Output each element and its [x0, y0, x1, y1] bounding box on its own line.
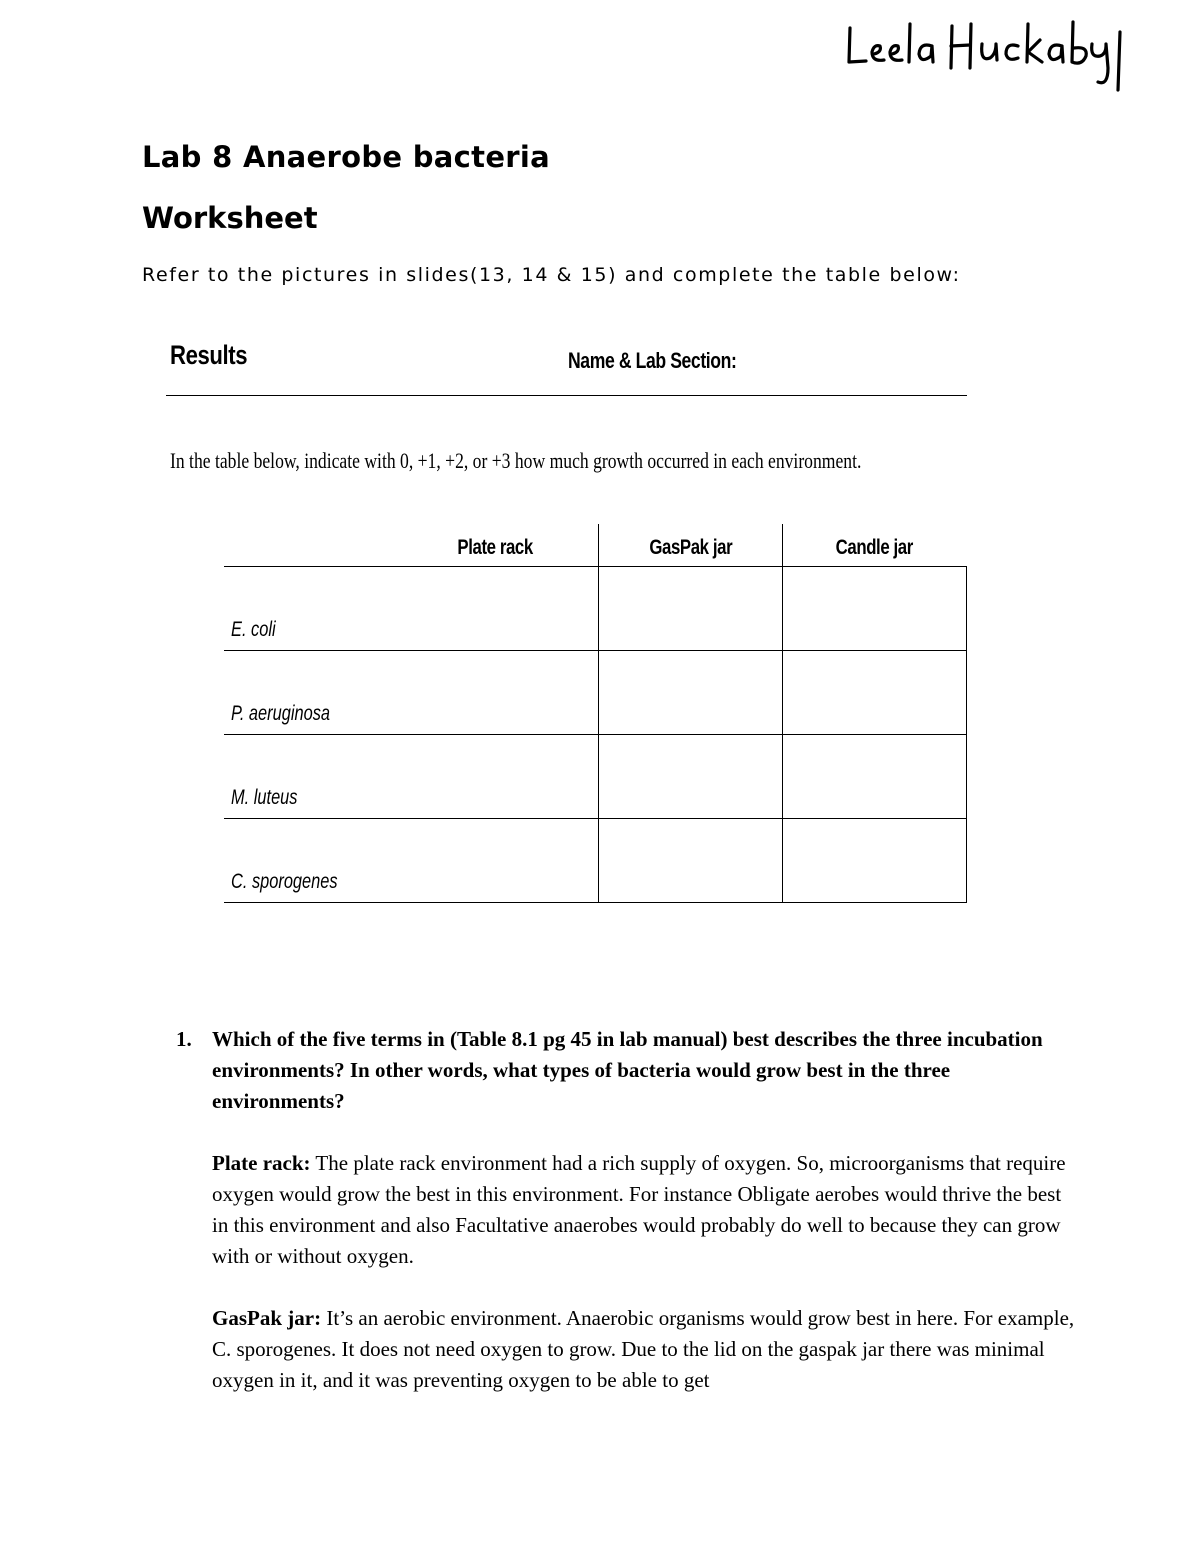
candle-jar-cell[interactable] [966, 819, 967, 903]
question-number: 1. [176, 1027, 192, 1051]
gaspak-jar-cell[interactable] [783, 819, 967, 903]
plate-rack-cell[interactable] [599, 819, 783, 903]
table-row [224, 819, 967, 903]
answer-text: The plate rack environment had a rich supply of oxygen. So, microorganisms that require oxygen would grow the best in this environment. For instance Obligate aerobes would thrive the best in this environment and also Facultative anaerobes would probably do well to because they can grow with or without oxygen. [212, 1151, 1066, 1268]
organism-name: M. luteus [224, 735, 599, 819]
organism-name: P. aeruginosa [224, 651, 599, 735]
results-divider [166, 395, 967, 396]
gaspak-jar-cell[interactable] [783, 651, 967, 735]
page-subtitle: Worksheet [142, 201, 318, 235]
table-row [224, 567, 967, 651]
name-lab-section-label: Name & Lab Section: [568, 348, 737, 373]
column-header-plate-rack: Plate rack [224, 524, 599, 567]
question-text: Which of the five terms in (Table 8.1 pg 45 in lab manual) best describes the three incubation environments? In other words, what types of bacteria would grow best in the three environments? [212, 1027, 1043, 1113]
results-heading: Results [170, 340, 248, 370]
column-header-gaspak-jar: GasPak jar [599, 524, 783, 567]
organism-name: C. sporogenes [224, 819, 599, 903]
candle-jar-cell[interactable] [966, 735, 967, 819]
plate-rack-cell[interactable] [599, 567, 783, 651]
worksheet-instruction: Refer to the pictures in slides(13, 14 & 15) and complete the table below: [142, 264, 961, 286]
results-instruction: In the table below, indicate with 0, +1, +2, or +3 how much growth occurred in each environment. [170, 448, 862, 473]
question-1 [176, 1024, 1076, 1396]
answer-plate-rack [212, 1148, 1076, 1272]
candle-jar-cell[interactable] [966, 651, 967, 735]
candle-jar-cell[interactable] [966, 567, 967, 651]
table-row [224, 735, 967, 819]
answer-gaspak-jar [212, 1303, 1076, 1396]
answer-text: It’s an aerobic environment. Anaerobic organisms would grow best in here. For example, C. sporogenes. It does not need oxygen to grow. Due to the lid on the gaspak jar there was minimal oxygen in it, and it was preventing oxygen to be able to get [212, 1306, 1075, 1392]
gaspak-jar-cell[interactable] [783, 735, 967, 819]
page-title: Lab 8 Anaerobe bacteria [142, 140, 551, 174]
organism-name: E. coli [224, 567, 599, 651]
growth-table [224, 524, 967, 903]
table-header-row [224, 524, 967, 567]
gaspak-jar-cell[interactable] [783, 567, 967, 651]
plate-rack-cell[interactable] [599, 651, 783, 735]
answer-label: GasPak jar: [212, 1306, 322, 1330]
column-header-candle-jar: Candle jar [783, 524, 967, 567]
table-row [224, 651, 967, 735]
answer-label: Plate rack: [212, 1151, 311, 1175]
plate-rack-cell[interactable] [599, 735, 783, 819]
